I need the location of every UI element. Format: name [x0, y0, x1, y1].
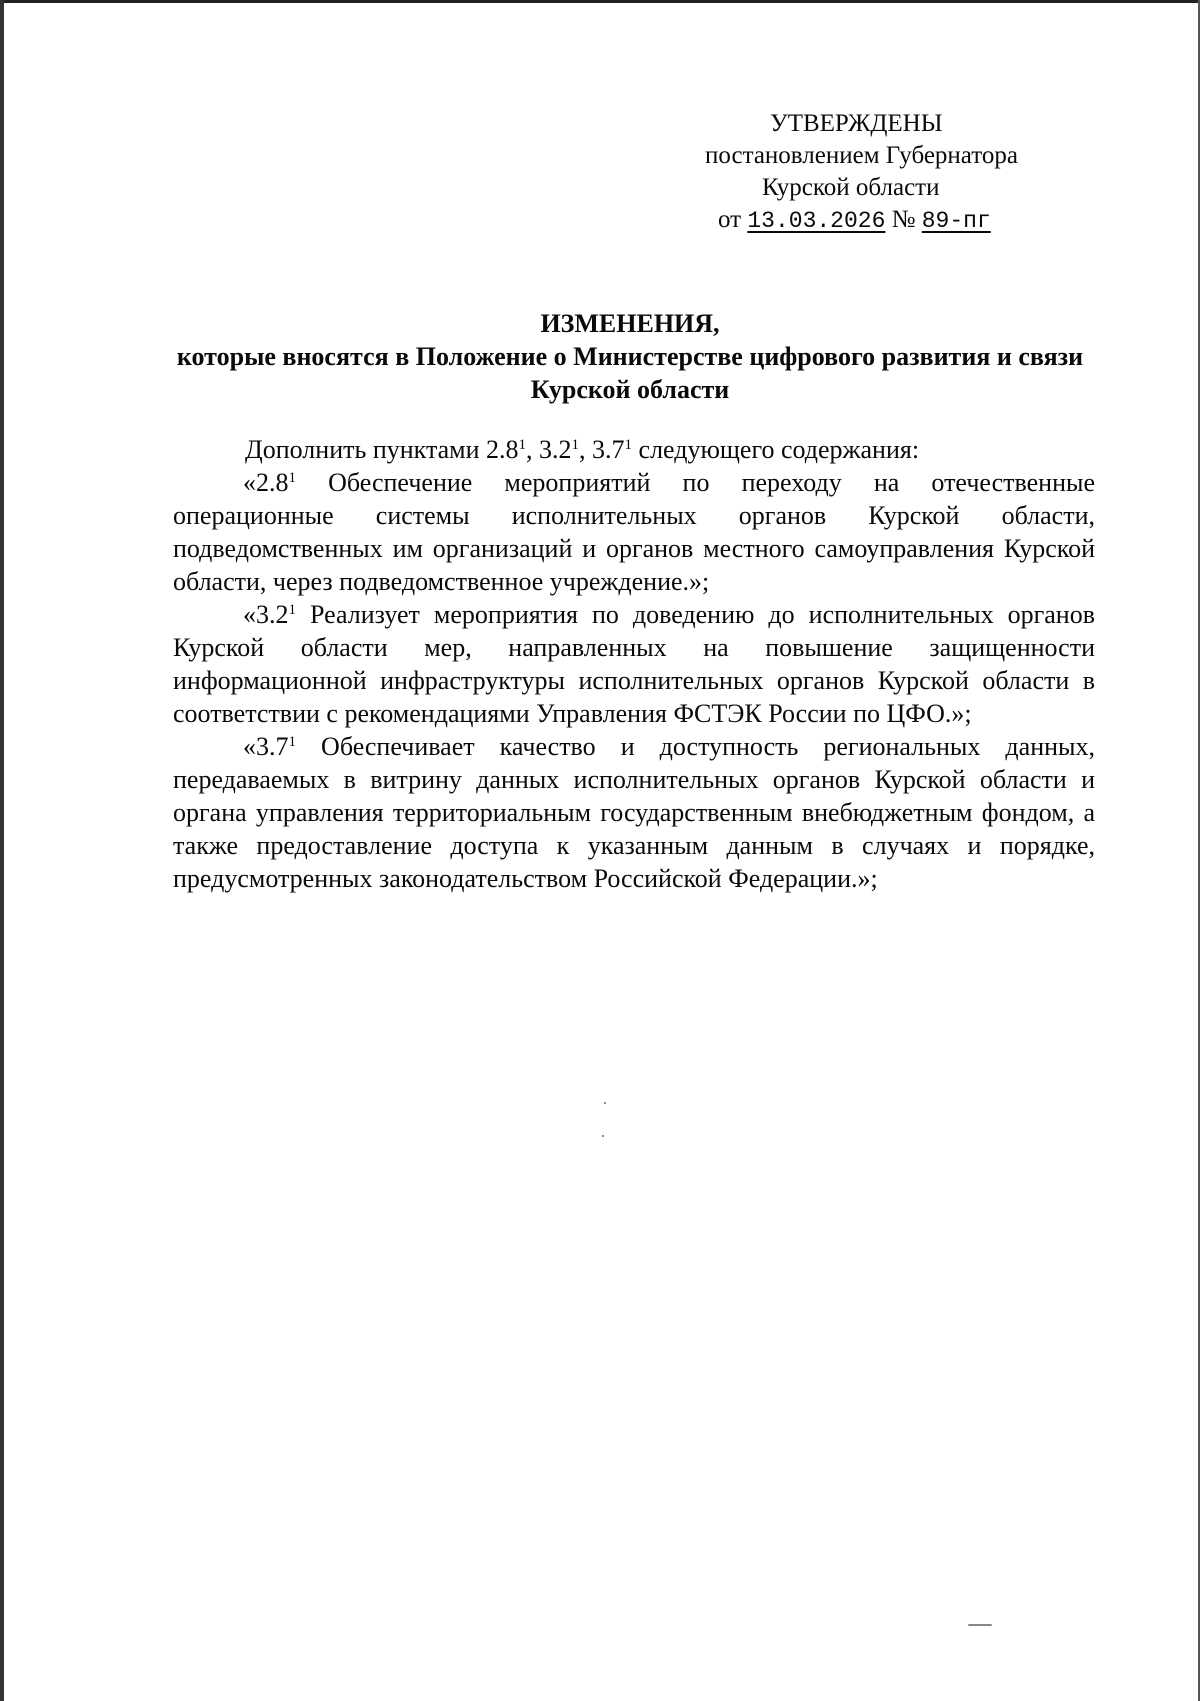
paragraph-number: 3.2	[256, 600, 289, 629]
approval-line-region: Курской области	[762, 174, 940, 201]
approval-block	[700, 108, 1080, 236]
scan-edge-top	[0, 0, 1200, 3]
document-heading	[160, 307, 1100, 406]
document-body	[173, 433, 1095, 895]
intro-item-2-8: 2.8	[486, 435, 519, 464]
intro-separator: ,	[579, 435, 593, 464]
intro-separator: ,	[526, 435, 540, 464]
approval-number: 89-пг	[921, 208, 991, 234]
paragraph-number: 3.7	[256, 732, 289, 761]
heading-title: ИЗМЕНЕНИЯ,	[540, 309, 720, 338]
approval-date: 13.03.2026	[747, 208, 886, 234]
intro-text: Дополнить пунктами	[245, 435, 487, 464]
superscript: 1	[571, 437, 580, 453]
quote-open: «	[243, 600, 256, 629]
paragraph-text: Реализует мероприятия по доведению до исполнительных органов Курской области мер, направленных на повышение защищенности информационной инфраструктуры исполнительных органов Курской области в соответствии с рекомендациями Управления ФСТЭК России по ЦФО.»;	[173, 600, 1095, 728]
superscript: 1	[288, 602, 296, 618]
intro-item-3-7: 3.7	[592, 435, 625, 464]
superscript: 1	[624, 437, 633, 453]
superscript: 1	[288, 470, 296, 486]
superscript: 1	[288, 734, 296, 750]
scan-speck	[602, 1135, 604, 1137]
paragraph-text: Обеспечение мероприятий по переходу на отечественные операционные системы исполнительных органов Курской области, подведомственных им организаций и органов местного самоуправления Курской области, через подведомственное учреждение.»;	[173, 468, 1095, 596]
scan-speck	[604, 1102, 606, 1104]
paragraph-text: Обеспечивает качество и доступность региональных данных, передаваемых в витрину данных исполнительных органов Курской области и органа управления территориальным государственным внебюджетным фондом, а также предоставление доступа к указанным данным в случаях и порядке, предусмотренных законодательством Российской Федерации.»;	[173, 732, 1095, 893]
approval-title: УТВЕРЖДЕНЫ	[770, 110, 943, 137]
date-prefix: от	[718, 206, 748, 233]
scan-edge-left	[0, 0, 4, 1701]
approval-line-decree: постановлением Губернатора	[705, 142, 1018, 169]
intro-paragraph	[173, 433, 1095, 466]
quote-open: «	[243, 468, 256, 497]
quote-open: «	[243, 732, 256, 761]
paragraph-3-2	[173, 598, 1095, 730]
paragraph-2-8	[173, 466, 1095, 598]
scan-mark	[968, 1624, 992, 1626]
heading-subtitle: которые вносятся в Положение о Министерстве цифрового развития и связи Курской области	[176, 342, 1084, 404]
superscript: 1	[518, 437, 527, 453]
intro-text-tail: следующего содержания:	[632, 435, 920, 464]
number-prefix: №	[885, 206, 922, 233]
paragraph-3-7	[173, 730, 1095, 895]
paragraph-number: 2.8	[256, 468, 289, 497]
approval-date-line	[718, 204, 991, 237]
intro-item-3-2: 3.2	[539, 435, 572, 464]
